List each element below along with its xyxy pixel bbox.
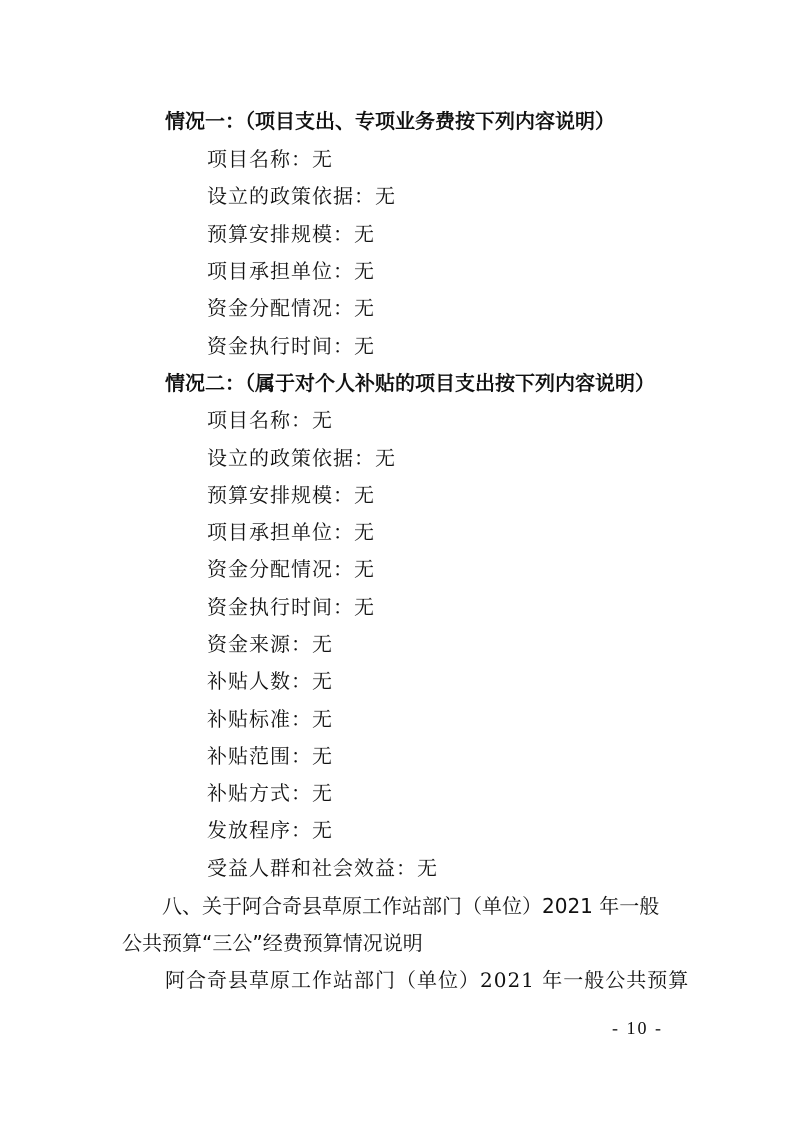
section2-item-execution-time: 资金执行时间：无 bbox=[207, 595, 375, 619]
section1-heading: 情况一：（项目支出、专项业务费按下列内容说明） bbox=[165, 109, 615, 133]
section2-item-fund-source: 资金来源：无 bbox=[207, 632, 333, 656]
page-number: - 10 - bbox=[612, 1018, 663, 1038]
section2-item-beneficiaries: 受益人群和社会效益：无 bbox=[207, 856, 438, 880]
section8-title-line2: 公共预算“三公”经费预算情况说明 bbox=[122, 931, 423, 955]
section2-item-budget-scale: 预算安排规模：无 bbox=[207, 483, 375, 507]
section2-item-policy-basis: 设立的政策依据：无 bbox=[207, 446, 396, 470]
section1-item-fund-allocation: 资金分配情况：无 bbox=[207, 296, 375, 320]
section2-item-distribution-procedure: 发放程序：无 bbox=[207, 818, 333, 842]
section2-item-subsidy-scope: 补贴范围：无 bbox=[207, 744, 333, 768]
section2-item-subsidy-standard: 补贴标准：无 bbox=[207, 707, 333, 731]
section1-item-undertaking-unit: 项目承担单位：无 bbox=[207, 259, 375, 283]
section8-title-line1: 八、关于阿合奇县草原工作站部门（单位）2021 年一般 bbox=[162, 894, 660, 918]
section1-item-policy-basis: 设立的政策依据：无 bbox=[207, 184, 396, 208]
section2-heading: 情况二：（属于对个人补贴的项目支出按下列内容说明） bbox=[165, 371, 655, 395]
section2-item-undertaking-unit: 项目承担单位：无 bbox=[207, 520, 375, 544]
section2-item-fund-allocation: 资金分配情况：无 bbox=[207, 557, 375, 581]
section1-item-budget-scale: 预算安排规模：无 bbox=[207, 222, 375, 246]
section8-body-line1: 阿合奇县草原工作站部门（单位）2021 年一般公共预算 bbox=[165, 968, 690, 992]
section1-item-execution-time: 资金执行时间：无 bbox=[207, 334, 375, 358]
section2-item-subsidy-method: 补贴方式：无 bbox=[207, 781, 333, 805]
section2-item-project-name: 项目名称：无 bbox=[207, 408, 333, 432]
section1-item-project-name: 项目名称：无 bbox=[207, 147, 333, 171]
section2-item-subsidy-count: 补贴人数：无 bbox=[207, 669, 333, 693]
